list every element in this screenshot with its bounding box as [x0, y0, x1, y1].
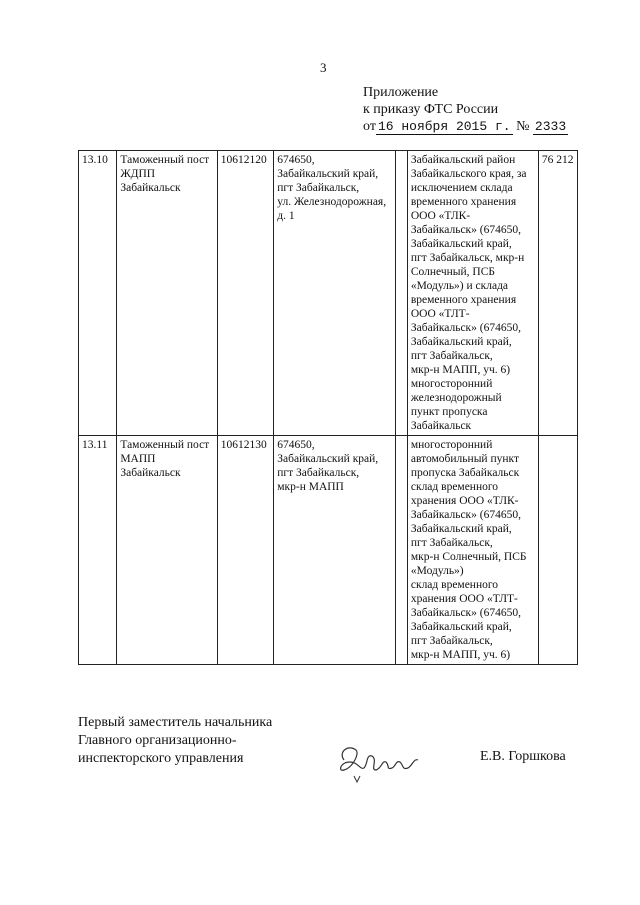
appendix-title: Приложение: [363, 85, 439, 100]
row-number: 13.11: [79, 436, 117, 665]
signatory-title-line-3: инспекторского управления: [78, 751, 244, 766]
order-number: 2333: [534, 119, 567, 134]
number-label: №: [516, 119, 530, 134]
row-number: 13.10: [79, 151, 117, 436]
signatory-title-line-2: Главного организационно-: [78, 733, 237, 748]
post-name: Таможенный пост МАПП Забайкальск: [117, 436, 217, 665]
empty-cell: [396, 151, 407, 436]
customs-posts-table: [78, 150, 578, 665]
page-number: 3: [320, 60, 327, 75]
signatory-title-line-1: Первый заместитель начальника: [78, 715, 273, 730]
post-name: Таможенный пост ЖДПП Забайкальск: [117, 151, 217, 436]
post-code: 10612120: [217, 151, 274, 436]
okato-code: 76 212: [538, 151, 577, 436]
signatory-block: [78, 714, 272, 768]
order-date: 16 ноября 2015 г.: [377, 119, 511, 134]
empty-cell: [396, 436, 407, 665]
region-of-activity: Забайкальский район Забайкальского края, за исключением склада временного хранения ООО «ТЛК- Забайкальск» (674650, Забайкальский край, пгт Забайкальск, мкр-н Солнечный, ПСБ «Модуль») и склада временного хранения ООО «ТЛТ- Забайкальск» (674650, Забайкальский край, пгт Забайкальск, мкр-н МАПП, уч. 6) многосторонний железнодорожный пункт пропуска Забайкальск: [407, 151, 538, 436]
appendix-date-line: [363, 118, 568, 135]
handwritten-signature: [330, 738, 430, 793]
okato-code: [538, 436, 577, 665]
table-row: [79, 436, 578, 665]
appendix-header: [363, 84, 568, 135]
post-address: 674650, Забайкальский край, пгт Забайкальск, мкр-н МАПП: [274, 436, 396, 665]
signer-name: Е.В. Горшкова: [480, 749, 566, 764]
from-label: от: [363, 119, 376, 134]
region-of-activity: многосторонний автомобильный пункт пропуска Забайкальск склад временного хранения ООО «ТЛК- Забайкальск» (674650, Забайкальский край, пгт Забайкальск, мкр-н Солнечный, ПСБ «Модуль») склад временного хранения ООО «ТЛТ- Забайкальск» (674650, Забайкальский край, пгт Забайкальск, мкр-н МАПП, уч. 6): [407, 436, 538, 665]
post-address: 674650, Забайкальский край, пгт Забайкальск, ул. Железнодорожная, д. 1: [274, 151, 396, 436]
appendix-order-ref: к приказу ФТС России: [363, 102, 499, 117]
post-code: 10612130: [217, 436, 274, 665]
table-row: [79, 151, 578, 436]
